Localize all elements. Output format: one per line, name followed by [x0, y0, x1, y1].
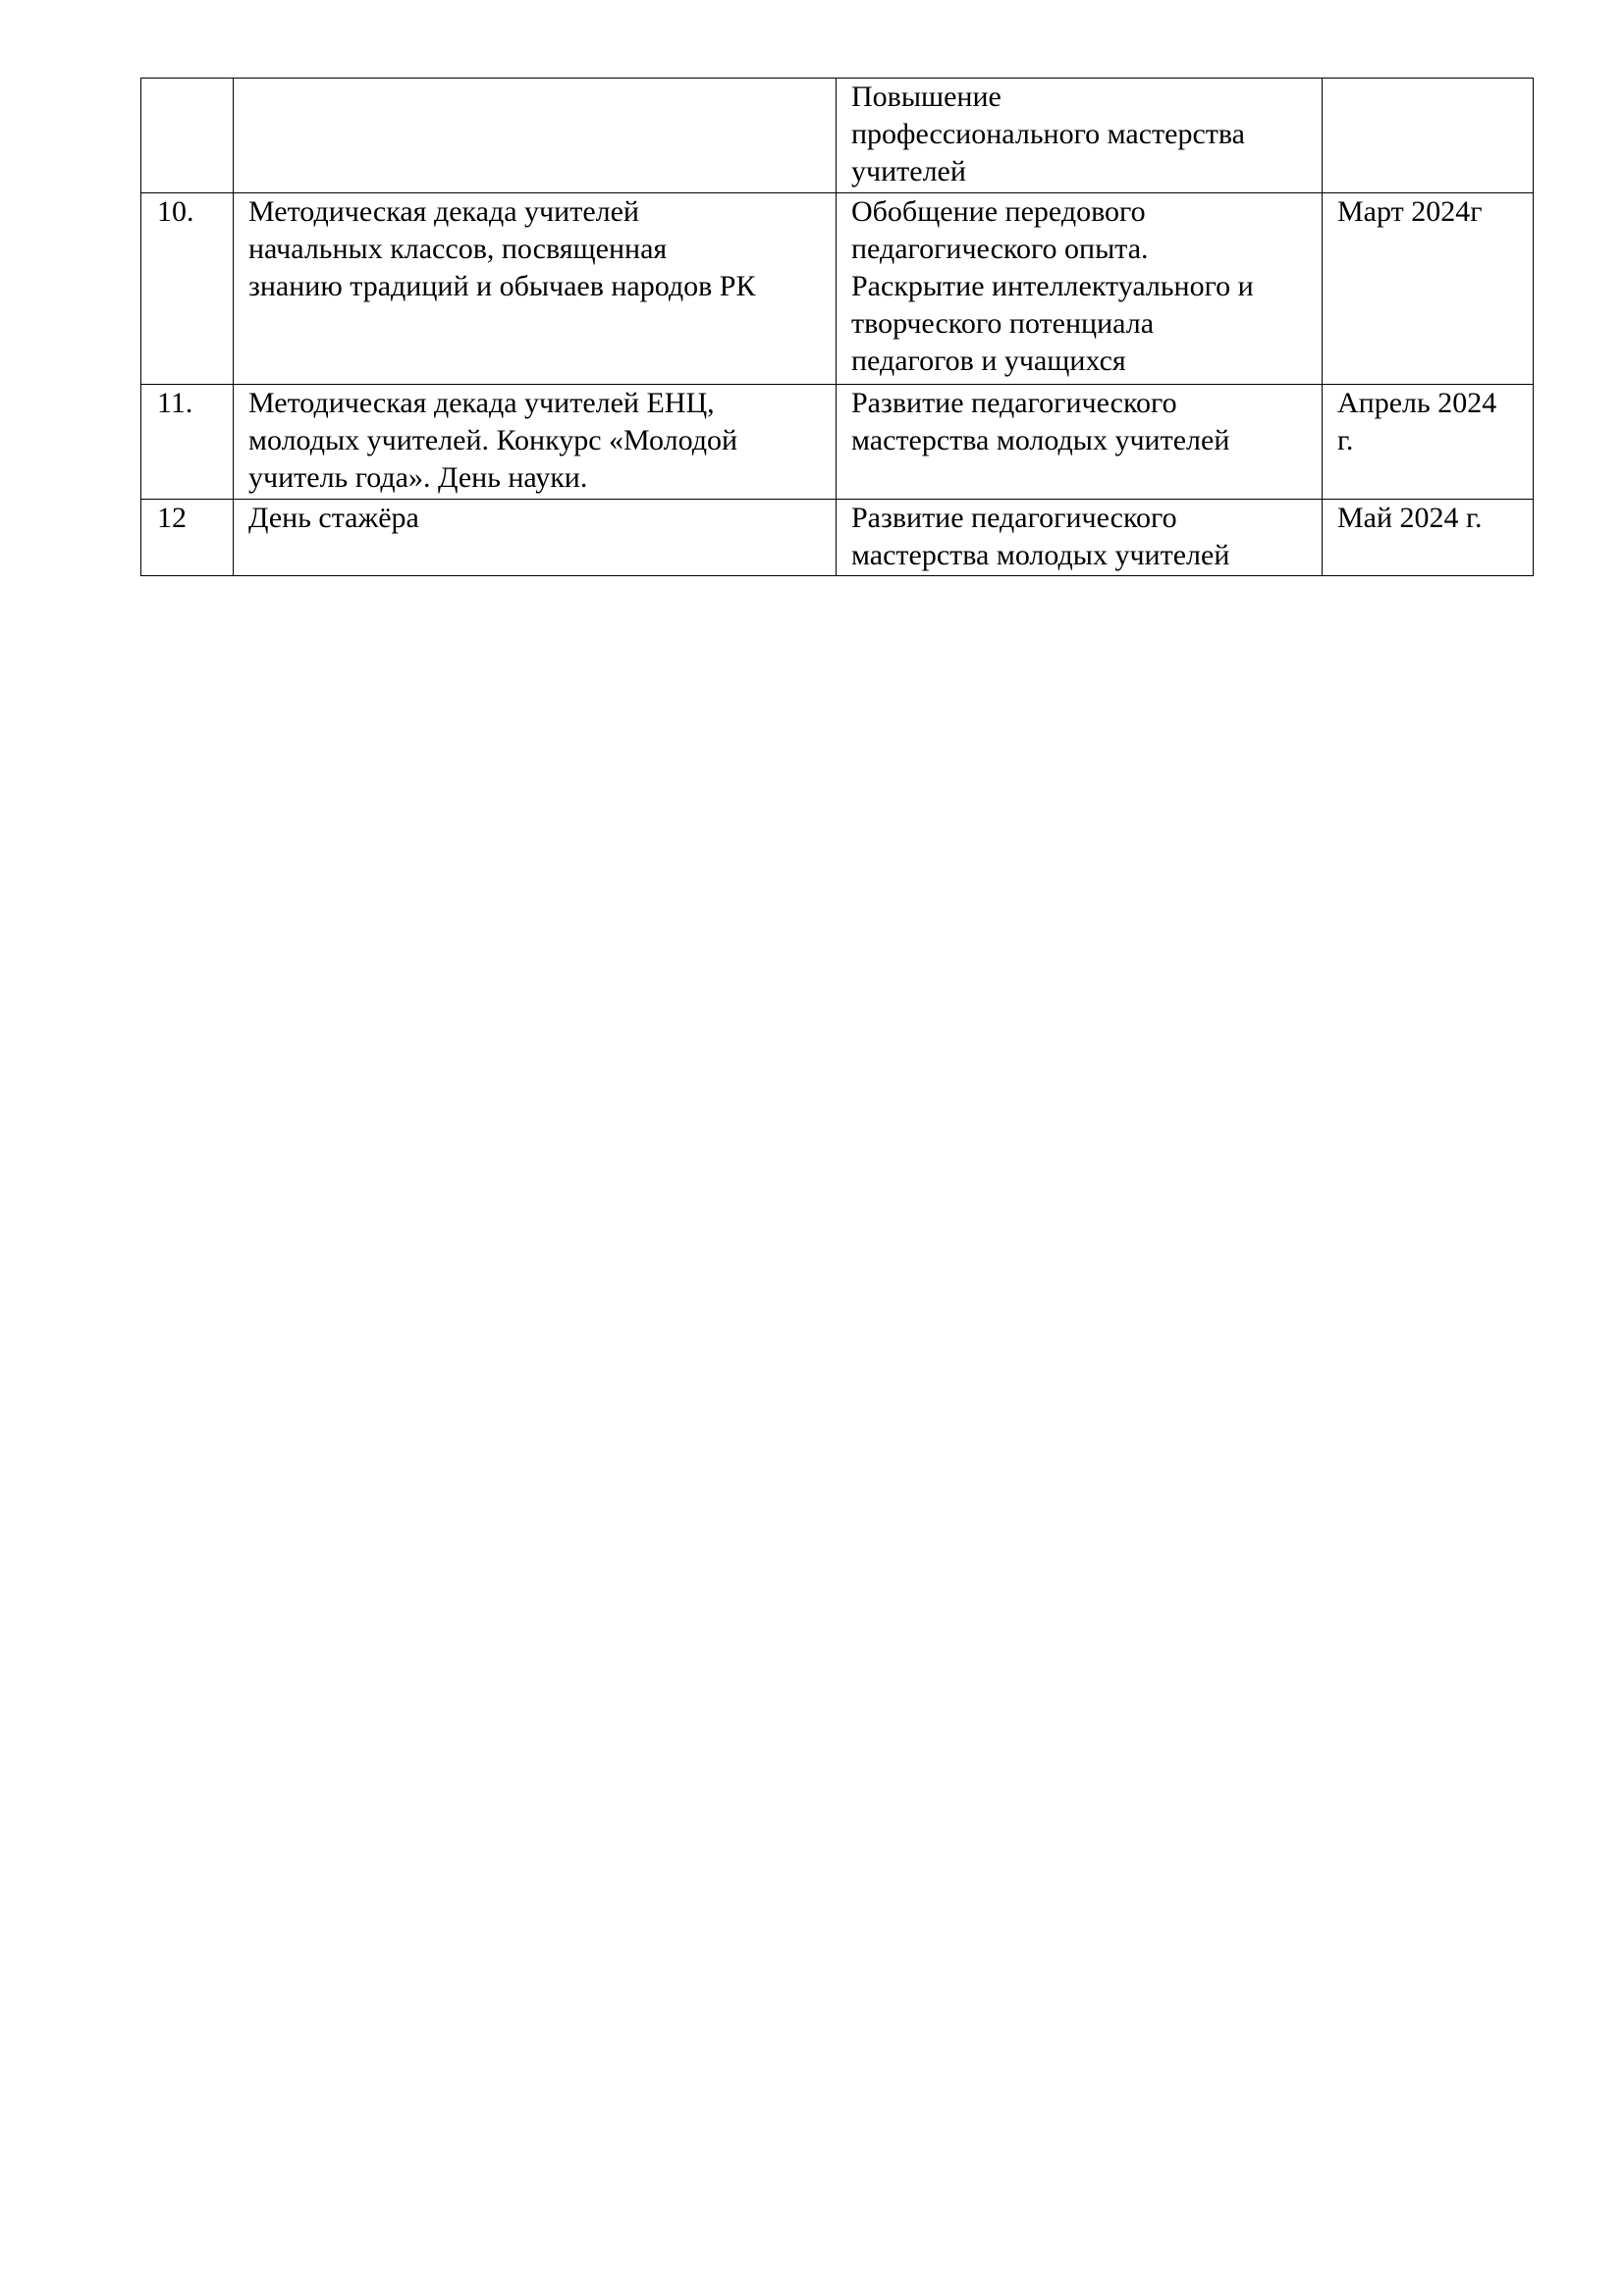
row-number: 10.	[141, 193, 234, 385]
goal-line: Обобщение передового	[851, 195, 1146, 228]
goal-line: Повышение	[851, 80, 1001, 113]
date-cell	[1323, 193, 1534, 385]
goal-line: профессионального мастерства	[851, 118, 1245, 150]
row-number	[141, 79, 234, 193]
row-number: 12	[141, 500, 234, 576]
date-line: Апрель 2024	[1337, 387, 1497, 419]
date-cell	[1323, 385, 1534, 500]
event-line: знанию традиций и обычаев народов РК	[248, 270, 756, 302]
goal-line: мастерства молодых учителей	[851, 539, 1230, 571]
goal-line: творческого потенциала	[851, 307, 1155, 340]
event-cell	[234, 79, 837, 193]
event-line: молодых учителей. Конкурс «Молодой	[248, 424, 738, 456]
goal-cell	[837, 79, 1323, 193]
event-line: День стажёра	[248, 502, 419, 534]
table-row	[141, 193, 1534, 385]
event-line: Методическая декада учителей	[248, 195, 639, 228]
date-line: г.	[1337, 424, 1354, 456]
goal-line: мастерства молодых учителей	[851, 424, 1230, 456]
goal-cell	[837, 193, 1323, 385]
row-number: 11.	[141, 385, 234, 500]
event-cell	[234, 385, 837, 500]
event-line: Методическая декада учителей ЕНЦ,	[248, 387, 715, 419]
event-cell	[234, 500, 837, 576]
date-cell	[1323, 79, 1534, 193]
event-line: учитель года». День науки.	[248, 461, 588, 494]
date-line: Май 2024 г.	[1337, 502, 1483, 534]
goal-line: педагогического опыта.	[851, 233, 1149, 265]
goal-cell	[837, 500, 1323, 576]
table-row	[141, 385, 1534, 500]
events-table	[140, 78, 1534, 576]
goal-line: педагогов и учащихся	[851, 345, 1126, 377]
table-row	[141, 500, 1534, 576]
date-cell	[1323, 500, 1534, 576]
date-line: Март 2024г	[1337, 195, 1483, 228]
goal-line: Развитие педагогического	[851, 387, 1177, 419]
goal-cell	[837, 385, 1323, 500]
goal-line: Раскрытие интеллектуального и	[851, 270, 1254, 302]
goal-line: Развитие педагогического	[851, 502, 1177, 534]
event-line: начальных классов, посвященная	[248, 233, 668, 265]
event-cell	[234, 193, 837, 385]
goal-line: учителей	[851, 155, 966, 187]
table-row	[141, 79, 1534, 193]
